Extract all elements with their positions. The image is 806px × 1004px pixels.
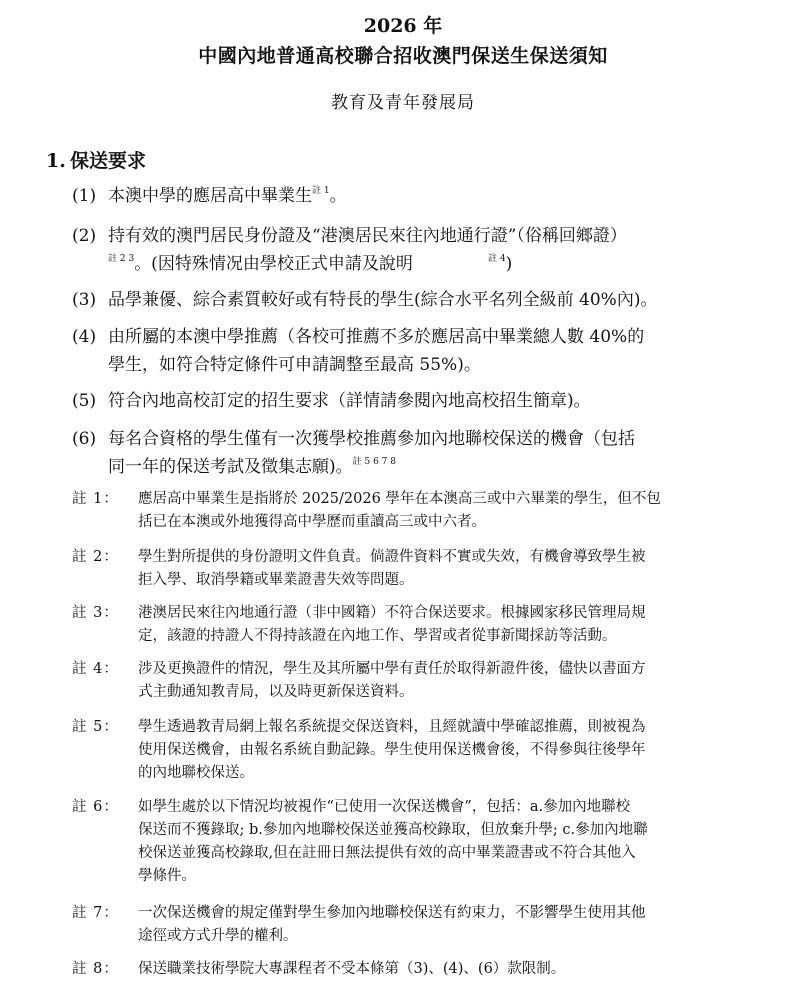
requirement-text xyxy=(108,352,481,378)
footnote-text: 應居高中畢業生是指將於 2025/2026 學年在本澳高三或中六畢業的學生，但不包 xyxy=(138,491,661,507)
requirement-text xyxy=(108,388,591,414)
requirement-text-part: ) xyxy=(505,254,513,274)
requirement-number: (2) xyxy=(72,226,97,246)
footnote-label: 註 4： xyxy=(72,661,119,677)
footnote-ref: 註 5 6 7 8 xyxy=(352,457,396,467)
requirement-text xyxy=(108,287,657,313)
footnote-text: 學條件。 xyxy=(138,868,196,884)
requirement-text xyxy=(108,426,635,452)
requirement-number: (5) xyxy=(72,391,97,411)
footnote-text: 港澳居民來往內地通行證（非中國籍）不符合保送要求。根據國家移民管理局規 xyxy=(138,605,646,621)
footnote-text: 拒入學、取消學籍或畢業證書失效等問題。 xyxy=(138,572,414,588)
requirement-text xyxy=(108,251,413,280)
requirement-text-part: 持有效的澳門居民身份證及“港澳居民來往內地通行證”（俗稱回鄉證） xyxy=(108,226,627,246)
document-title: 中國內地普通高校聯合招收澳門保送生保送須知 xyxy=(198,45,608,67)
footnote-ref: 註 4 xyxy=(488,254,506,264)
requirement-number: (3) xyxy=(72,290,97,310)
footnote-label: 註 3： xyxy=(72,605,119,621)
requirement-number: (1) xyxy=(72,186,97,206)
footnote-text: 涉及更換證件的情況，學生及其所屬中學有責任於取得新證件後，儘快以書面方 xyxy=(138,661,646,677)
requirement-text-part: 本澳中學的應居高中畢業生 xyxy=(108,186,312,206)
requirement-text-part: 由所屬的本澳中學推薦（各校可推薦不多於應居高中畢業總人數 40%的 xyxy=(108,327,645,347)
footnote-text: 保送而不獲錄取; b.參加內地聯校保送並獲高校錄取，但放棄升學; c.參加內地聯 xyxy=(138,822,648,838)
section-title: 保送要求 xyxy=(70,150,147,172)
footnote-text: 的內地聯校保送。 xyxy=(138,765,254,781)
requirement-text xyxy=(108,223,627,249)
requirement-text-part: 。(因特殊情况由學校正式申請及說明 xyxy=(134,254,413,274)
footnote-text: 學生透過教青局網上報名系統提交保送資料，且經就讀中學確認推薦，則被視為 xyxy=(138,719,646,735)
document-year: 2026 年 xyxy=(363,15,443,37)
footnote-label: 註 8： xyxy=(72,961,119,977)
footnote-label: 註 5： xyxy=(72,719,119,735)
footnote-label: 註 7： xyxy=(72,905,119,921)
footnote-text: 一次保送機會的規定僅對學生參加內地聯校保送有約束力，不影響學生使用其他 xyxy=(138,905,646,921)
footnote-ref: 註 2 3 xyxy=(108,254,135,264)
requirement-text xyxy=(488,251,512,280)
footnote-text: 定，該證的持證人不得持該證在內地工作、學習或者從事新聞採訪等活動。 xyxy=(138,628,617,644)
footnote-text: 如學生處於以下情況均被視作“已使用一次保送機會”，包括：a.參加內地聯校 xyxy=(138,799,631,815)
requirement-text-part: 品學兼優、綜合素質較好或有特長的學生(綜合水平名列全級前 40%內)。 xyxy=(108,290,658,310)
requirement-text-part: 同一年的保送考試及徵集志願)。 xyxy=(108,457,353,477)
footnote-text: 保送職業技術學院大專課程者不受本條第（3)、(4)、(6）款限制。 xyxy=(138,961,566,977)
section-number: 1. xyxy=(46,150,66,172)
footnote-text: 校保送並獲高校錄取,但在註冊日無法提供有效的高中畢業證書或不符合其他入 xyxy=(138,845,636,861)
requirement-text-part: 學生，如符合特定條件可申請調整至最高 55%)。 xyxy=(108,355,481,375)
requirement-text-part: 符合內地高校訂定的招生要求（詳情請參閱內地高校招生簡章)。 xyxy=(108,391,591,411)
requirement-number: (6) xyxy=(72,429,97,449)
requirement-text xyxy=(108,183,347,212)
footnote-label: 註 2： xyxy=(72,549,119,565)
footnote-text: 途徑或方式升學的權利。 xyxy=(138,928,298,944)
footnote-text: 括已在本澳或外地獲得高中學歷而重讀高三或中六者。 xyxy=(138,514,486,530)
requirement-text-part: 每名合資格的學生僅有一次獲學校推薦參加內地聯校保送的機會（包括 xyxy=(108,429,635,449)
footnote-text: 學生對所提供的身份證明文件負責。倘證件資料不實或失效，有機會導致學生被 xyxy=(138,549,646,565)
requirement-text xyxy=(108,324,644,350)
requirement-text-part: 。 xyxy=(329,186,347,206)
section-heading xyxy=(46,149,146,173)
footnote-text: 式主動通知教青局，以及時更新保送資料。 xyxy=(138,684,414,700)
requirement-number: (4) xyxy=(72,327,97,347)
footnote-label: 註 1： xyxy=(72,491,119,507)
footnote-ref: 註 1 xyxy=(312,186,330,196)
requirement-text xyxy=(108,454,396,483)
footnote-label: 註 6： xyxy=(72,799,119,815)
issuing-department: 教育及青年發展局 xyxy=(331,93,475,113)
footnote-text: 使用保送機會，由報名系統自動記錄。學生使用保送機會後，不得參與往後學年 xyxy=(138,742,646,758)
